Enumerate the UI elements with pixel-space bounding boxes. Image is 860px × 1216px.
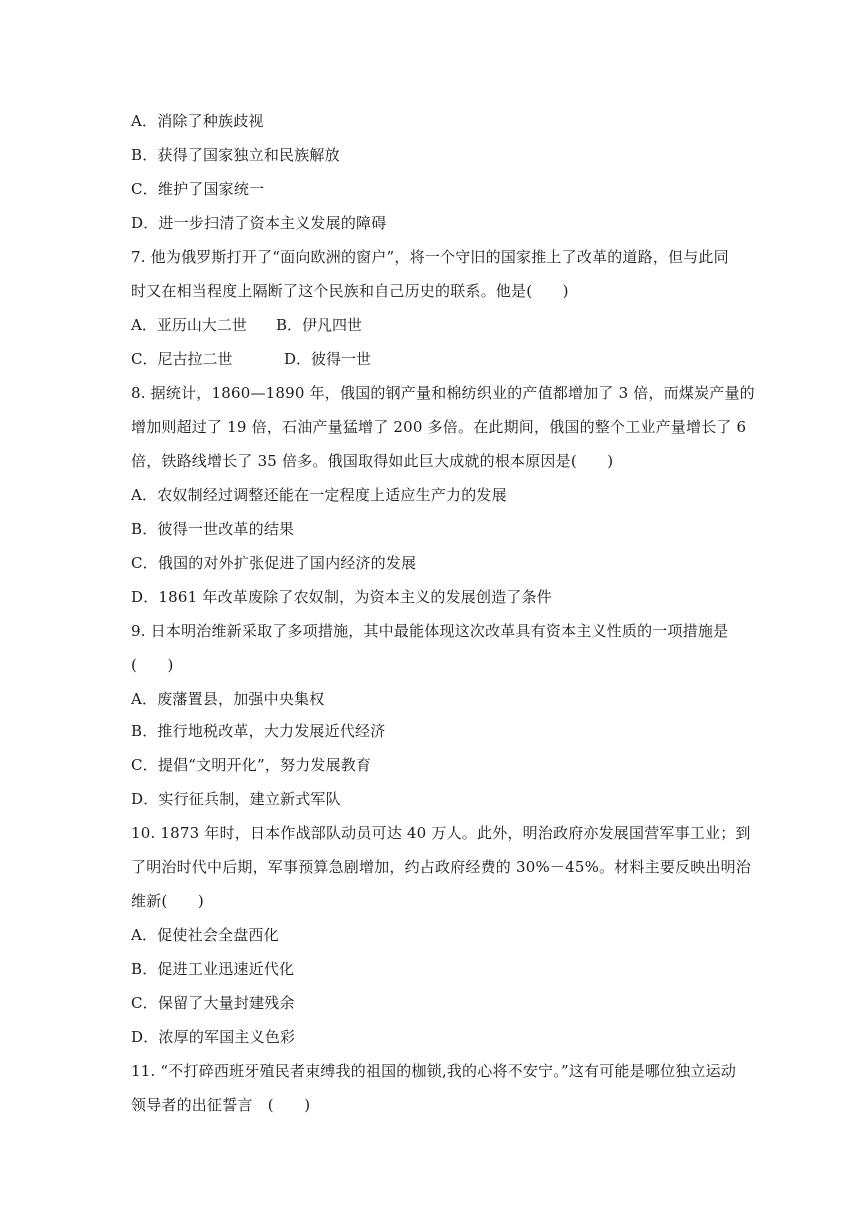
q8-option-c: C．俄国的对外扩张促进了国内经济的发展: [131, 554, 417, 572]
q9-option-c: C．提倡“文明开化”，努力发展教育: [131, 756, 372, 774]
q8-stem-line-3: 倍，铁路线增长了 35 倍多。俄国取得如此巨大成就的根本原因是( ): [131, 452, 614, 470]
q7-option-b: B．伊凡四世: [276, 316, 363, 334]
q7-option-a: A．亚历山大二世: [131, 316, 247, 334]
q10-stem-line-2: 了明治时代中后期，军事预算急剧增加，约占政府经费的 30%－45%。材料主要反映出明治: [131, 858, 752, 876]
q8-stem-line-1: 8. 据统计，1860—1890 年，俄国的钢产量和棉纺织业的产值都增加了 3 倍，而煤炭产量的: [131, 384, 755, 402]
q10-option-a: A．促使社会全盘西化: [131, 926, 279, 944]
q6-option-c: C．维护了国家统一: [131, 180, 265, 198]
q7-option-c: C．尼古拉二世: [131, 350, 233, 368]
q10-option-b: B．促进工业迅速近代化: [131, 960, 295, 978]
q8-stem-line-2: 增加则超过了 19 倍，石油产量猛增了 200 多倍。在此期间，俄国的整个工业产量增长了 6: [131, 418, 747, 436]
q11-stem-line-2: 领导者的出征誓言 ( ): [131, 1096, 311, 1114]
q9-option-a: A．废藩置县，加强中央集权: [131, 690, 325, 708]
q7-option-d: D．彼得一世: [284, 350, 372, 368]
q8-option-d: D．1861 年改革废除了农奴制，为资本主义的发展创造了条件: [131, 588, 552, 606]
q10-option-c: C．保留了大量封建残余: [131, 994, 295, 1012]
q7-stem-line-1: 7. 他为俄罗斯打开了“面向欧洲的窗户”，将一个守旧的国家推上了改革的道路，但与此同: [131, 248, 729, 266]
q8-option-b: B．彼得一世改革的结果: [131, 520, 295, 538]
q9-option-b: B．推行地税改革，大力发展近代经济: [131, 722, 386, 740]
q10-stem-line-3: 维新( ): [131, 892, 204, 910]
q9-stem-line-1: 9. 日本明治维新采取了多项措施，其中最能体现这次改革具有资本主义性质的一项措施是: [131, 622, 729, 640]
q6-option-d: D．进一步扫清了资本主义发展的障碍: [131, 214, 387, 232]
q6-option-b: B．获得了国家独立和民族解放: [131, 146, 340, 164]
q10-stem-line-1: 10. 1873 年时，日本作战部队动员可达 40 万人。此外，明治政府亦发展国营军事工业；到: [131, 824, 751, 842]
q8-option-a: A．农奴制经过调整还能在一定程度上适应生产力的发展: [131, 486, 507, 504]
q7-stem-line-2: 时又在相当程度上隔断了这个民族和自己历史的联系。他是( ): [131, 282, 569, 300]
q11-stem-line-1: 11. “不打碎西班牙殖民者束缚我的祖国的枷锁,我的心将不安宁。”这有可能是哪位独立运动: [131, 1062, 737, 1080]
q9-stem-line-2: ( ): [131, 656, 174, 674]
q10-option-d: D．浓厚的军国主义色彩: [131, 1028, 296, 1046]
q9-option-d: D．实行征兵制，建立新式军队: [131, 790, 341, 808]
q6-option-a: A．消除了种族歧视: [131, 112, 264, 130]
